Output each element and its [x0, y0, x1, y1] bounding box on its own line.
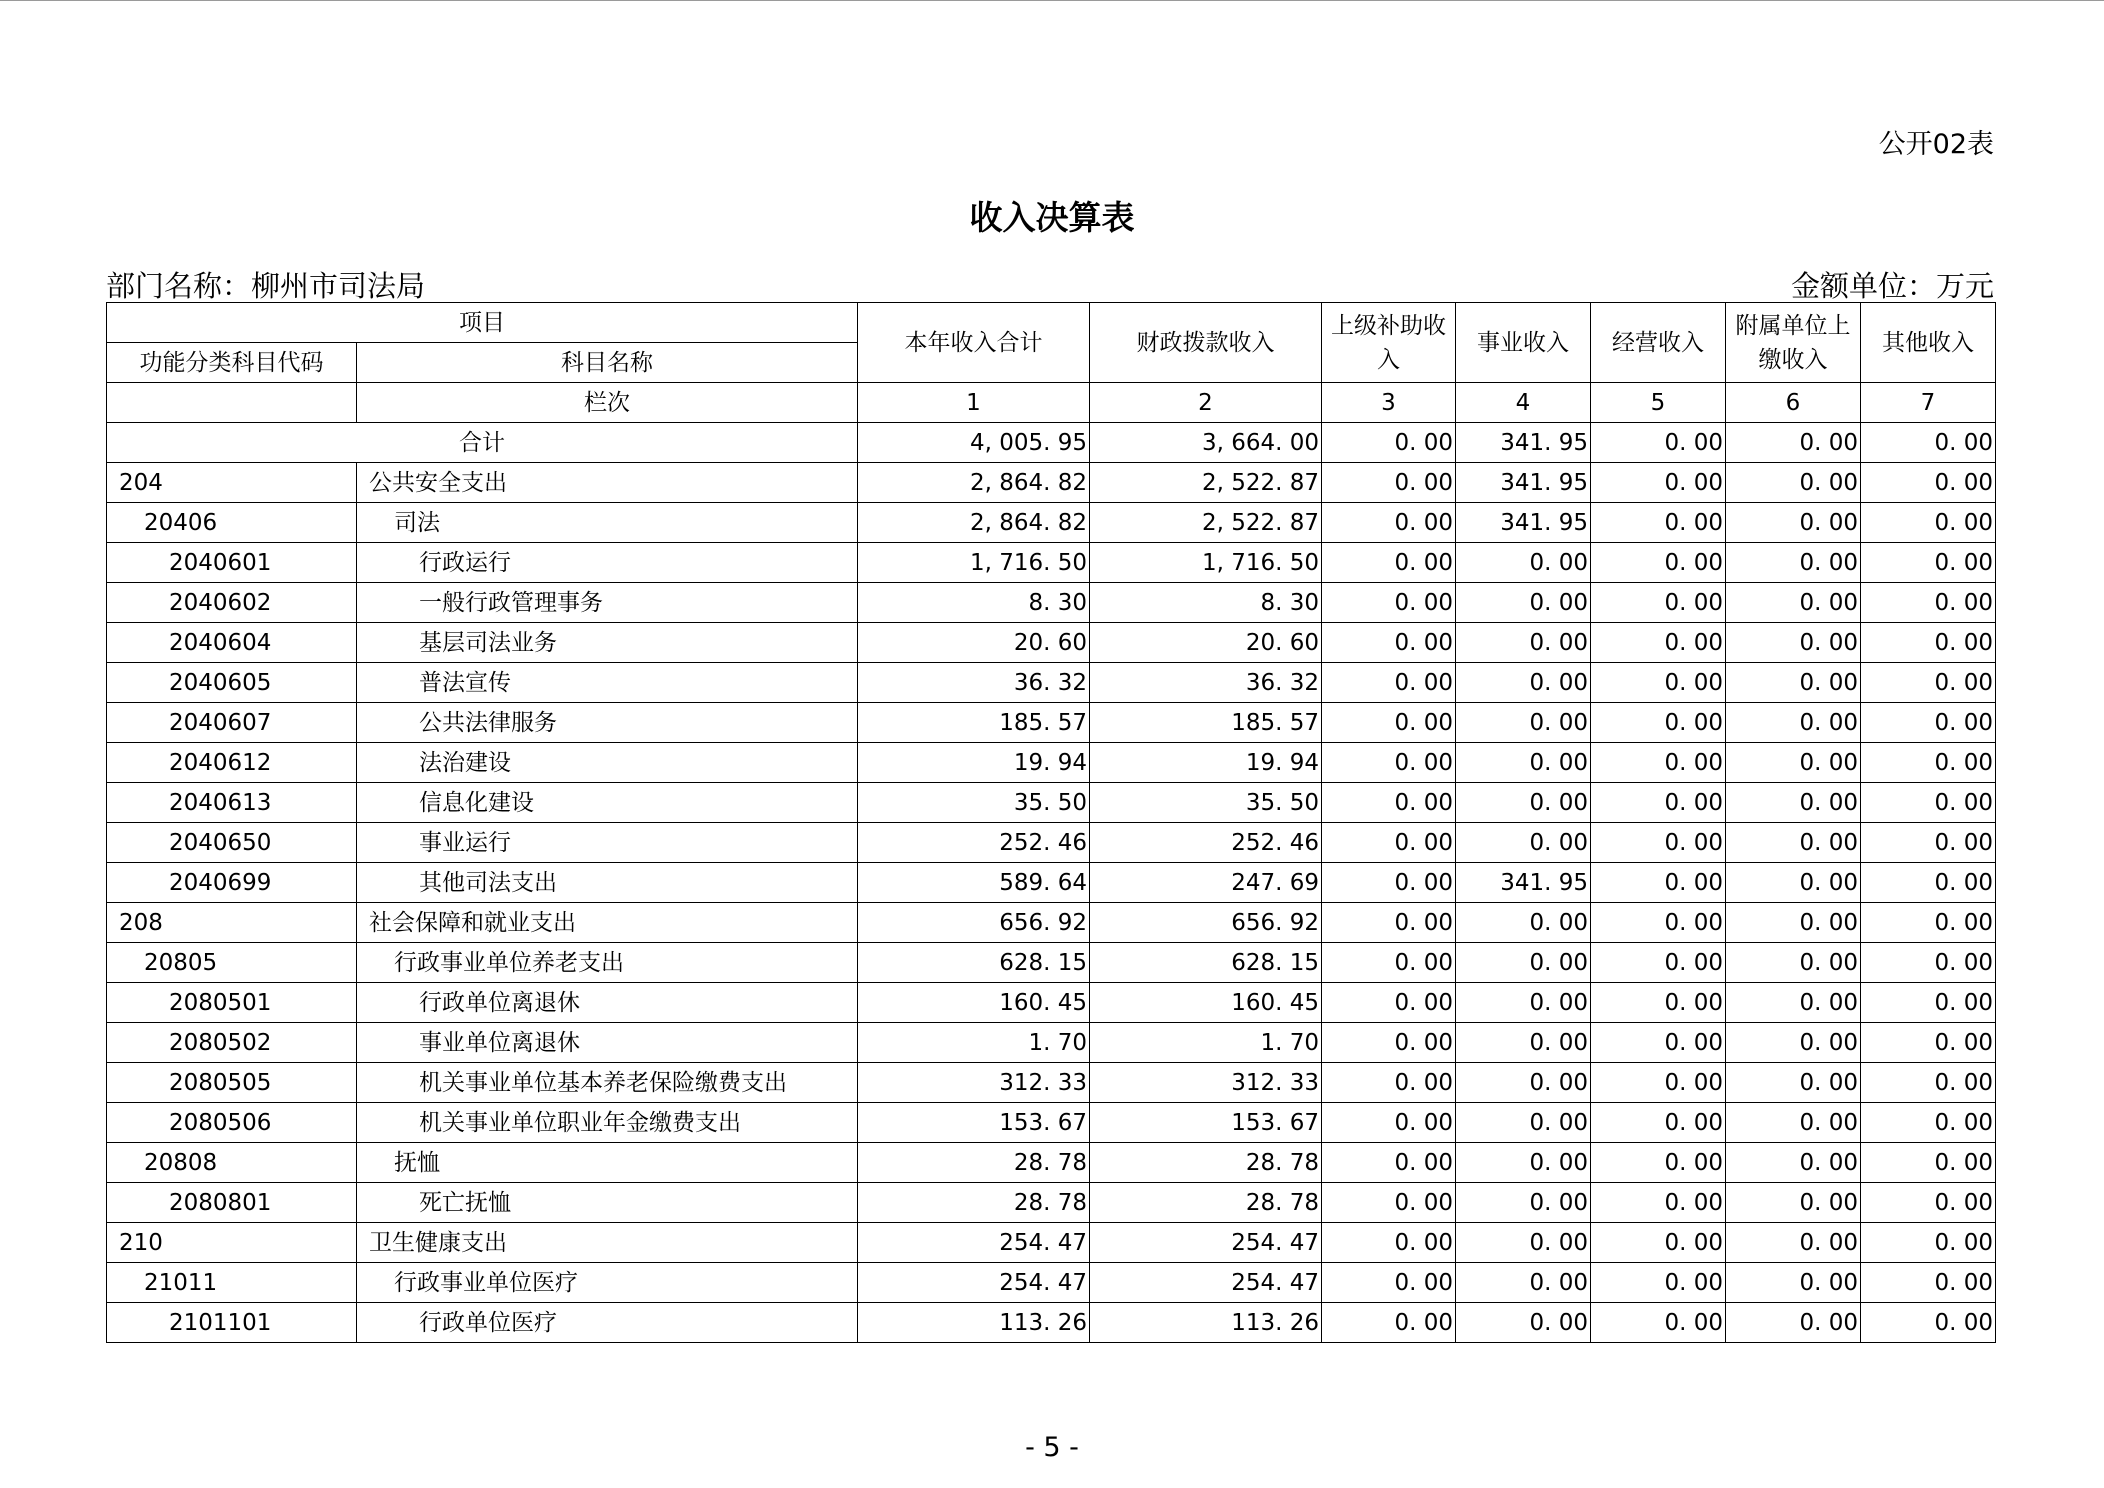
subject-code: 2080502	[107, 1023, 357, 1063]
table-row	[107, 663, 1996, 703]
amount-cell: 341. 95	[1456, 863, 1591, 903]
table-row	[107, 463, 1996, 503]
subject-name: 行政运行	[357, 543, 858, 583]
amount-cell: 0. 00	[1591, 1143, 1726, 1183]
amount-cell: 0. 00	[1456, 1063, 1591, 1103]
subject-code: 2040602	[107, 583, 357, 623]
amount-cell: 0. 00	[1861, 823, 1996, 863]
amount-cell: 254. 47	[858, 1223, 1090, 1263]
amount-cell: 35. 50	[1090, 783, 1322, 823]
table-row	[107, 783, 1996, 823]
amount-cell: 153. 67	[1090, 1103, 1322, 1143]
amount-cell: 0. 00	[1861, 1143, 1996, 1183]
subject-name: 事业运行	[357, 823, 858, 863]
amount-cell: 0. 00	[1322, 943, 1456, 983]
amount-cell: 0. 00	[1456, 743, 1591, 783]
amount-cell: 36. 32	[1090, 663, 1322, 703]
header-item: 项目	[107, 303, 858, 343]
amount-cell: 628. 15	[858, 943, 1090, 983]
amount-cell: 36. 32	[858, 663, 1090, 703]
subject-name: 死亡抚恤	[357, 1183, 858, 1223]
subject-code: 2101101	[107, 1303, 357, 1343]
subject-name: 信息化建设	[357, 783, 858, 823]
amount-cell: 341. 95	[1456, 503, 1591, 543]
amount-cell: 656. 92	[1090, 903, 1322, 943]
amount-cell: 0. 00	[1322, 903, 1456, 943]
amount-cell: 153. 67	[858, 1103, 1090, 1143]
amount-cell: 656. 92	[858, 903, 1090, 943]
subject-name: 其他司法支出	[357, 863, 858, 903]
subject-name: 法治建设	[357, 743, 858, 783]
amount-cell: 0. 00	[1591, 943, 1726, 983]
amount-cell: 0. 00	[1861, 583, 1996, 623]
amount-cell: 2, 522. 87	[1090, 463, 1322, 503]
amount-cell: 0. 00	[1591, 543, 1726, 583]
amount-cell: 0. 00	[1456, 583, 1591, 623]
subject-code: 204	[107, 463, 357, 503]
amount-cell: 0. 00	[1322, 863, 1456, 903]
amount-cell: 0. 00	[1322, 1103, 1456, 1143]
amount-cell: 0. 00	[1322, 663, 1456, 703]
amount-cell: 0. 00	[1726, 1303, 1861, 1343]
table-row	[107, 1183, 1996, 1223]
table-row	[107, 1103, 1996, 1143]
header-code: 功能分类科目代码	[107, 343, 357, 383]
amount-cell: 0. 00	[1726, 863, 1861, 903]
amount-cell: 0. 00	[1726, 943, 1861, 983]
amount-cell: 0. 00	[1726, 903, 1861, 943]
table-row	[107, 1023, 1996, 1063]
amount-cell: 0. 00	[1456, 903, 1591, 943]
col-num: 4	[1456, 383, 1591, 423]
amount-cell: 0. 00	[1726, 703, 1861, 743]
amount-cell: 19. 94	[858, 743, 1090, 783]
amount-cell: 0. 00	[1861, 743, 1996, 783]
amount-cell: 1, 716. 50	[858, 543, 1090, 583]
subject-code: 2040650	[107, 823, 357, 863]
amount-cell: 0. 00	[1861, 1183, 1996, 1223]
amount-cell: 185. 57	[1090, 703, 1322, 743]
col-num: 2	[1090, 383, 1322, 423]
amount-cell: 312. 33	[1090, 1063, 1322, 1103]
amount-cell: 628. 15	[1090, 943, 1322, 983]
amount-cell: 113. 26	[858, 1303, 1090, 1343]
amount-cell: 0. 00	[1726, 503, 1861, 543]
total-value: 0. 00	[1726, 423, 1861, 463]
amount-cell: 0. 00	[1726, 1143, 1861, 1183]
subject-code: 2080505	[107, 1063, 357, 1103]
subject-code: 210	[107, 1223, 357, 1263]
subject-code: 20808	[107, 1143, 357, 1183]
header-name: 科目名称	[357, 343, 858, 383]
subject-name: 公共安全支出	[357, 463, 858, 503]
amount-cell: 589. 64	[858, 863, 1090, 903]
table-row	[107, 543, 1996, 583]
amount-cell: 312. 33	[858, 1063, 1090, 1103]
header-other-income: 其他收入	[1861, 303, 1996, 383]
amount-cell: 0. 00	[1591, 463, 1726, 503]
amount-cell: 0. 00	[1456, 703, 1591, 743]
subject-name: 事业单位离退休	[357, 1023, 858, 1063]
amount-cell: 0. 00	[1861, 1103, 1996, 1143]
col-num: 7	[1861, 383, 1996, 423]
amount-cell: 0. 00	[1456, 943, 1591, 983]
amount-cell: 0. 00	[1456, 1103, 1591, 1143]
total-value: 4, 005. 95	[858, 423, 1090, 463]
amount-cell: 0. 00	[1456, 623, 1591, 663]
amount-cell: 0. 00	[1726, 1263, 1861, 1303]
amount-cell: 0. 00	[1861, 1303, 1996, 1343]
amount-cell: 0. 00	[1456, 1223, 1591, 1263]
amount-cell: 0. 00	[1322, 703, 1456, 743]
table-row	[107, 703, 1996, 743]
subject-code: 20805	[107, 943, 357, 983]
amount-cell: 0. 00	[1726, 983, 1861, 1023]
subject-name: 机关事业单位职业年金缴费支出	[357, 1103, 858, 1143]
amount-cell: 0. 00	[1726, 543, 1861, 583]
col-num: 6	[1726, 383, 1861, 423]
subject-code: 2080801	[107, 1183, 357, 1223]
amount-cell: 254. 47	[1090, 1263, 1322, 1303]
subject-name: 司法	[357, 503, 858, 543]
subject-code: 2040605	[107, 663, 357, 703]
subject-code: 2040699	[107, 863, 357, 903]
amount-cell: 0. 00	[1861, 863, 1996, 903]
amount-cell: 0. 00	[1861, 1263, 1996, 1303]
amount-cell: 0. 00	[1591, 1183, 1726, 1223]
amount-cell: 0. 00	[1861, 1023, 1996, 1063]
amount-cell: 0. 00	[1726, 783, 1861, 823]
amount-cell: 0. 00	[1861, 783, 1996, 823]
subject-code: 20406	[107, 503, 357, 543]
subject-name: 普法宣传	[357, 663, 858, 703]
amount-cell: 254. 47	[1090, 1223, 1322, 1263]
amount-cell: 0. 00	[1726, 583, 1861, 623]
col-num: 3	[1322, 383, 1456, 423]
amount-cell: 247. 69	[1090, 863, 1322, 903]
amount-cell: 0. 00	[1591, 1023, 1726, 1063]
column-seq-label: 栏次	[357, 383, 858, 423]
subject-name: 一般行政管理事务	[357, 583, 858, 623]
amount-cell: 2, 864. 82	[858, 503, 1090, 543]
total-value: 0. 00	[1861, 423, 1996, 463]
amount-cell: 28. 78	[1090, 1183, 1322, 1223]
amount-cell: 0. 00	[1591, 823, 1726, 863]
subject-code: 2040607	[107, 703, 357, 743]
amount-cell: 0. 00	[1322, 1263, 1456, 1303]
table-row	[107, 583, 1996, 623]
amount-cell: 20. 60	[1090, 623, 1322, 663]
amount-cell: 0. 00	[1726, 823, 1861, 863]
table-row	[107, 1143, 1996, 1183]
amount-cell: 0. 00	[1861, 463, 1996, 503]
amount-unit-label: 金额单位：万元	[1790, 269, 1994, 303]
amount-cell: 0. 00	[1322, 983, 1456, 1023]
table-row	[107, 983, 1996, 1023]
income-statement-table	[106, 302, 1996, 1343]
amount-cell: 0. 00	[1456, 983, 1591, 1023]
subject-name: 行政事业单位养老支出	[357, 943, 858, 983]
amount-cell: 160. 45	[1090, 983, 1322, 1023]
amount-cell: 0. 00	[1591, 1303, 1726, 1343]
table-row	[107, 743, 1996, 783]
amount-cell: 254. 47	[858, 1263, 1090, 1303]
amount-cell: 0. 00	[1456, 1263, 1591, 1303]
table-row	[107, 863, 1996, 903]
amount-cell: 0. 00	[1322, 783, 1456, 823]
amount-cell: 0. 00	[1322, 743, 1456, 783]
table-row	[107, 623, 1996, 663]
amount-cell: 0. 00	[1591, 503, 1726, 543]
subject-code: 2040613	[107, 783, 357, 823]
total-value: 3, 664. 00	[1090, 423, 1322, 463]
amount-cell: 0. 00	[1591, 743, 1726, 783]
column-seq-blank	[107, 383, 357, 423]
table-row	[107, 903, 1996, 943]
amount-cell: 0. 00	[1456, 663, 1591, 703]
amount-cell: 0. 00	[1456, 1143, 1591, 1183]
subject-code: 2040612	[107, 743, 357, 783]
amount-cell: 0. 00	[1591, 703, 1726, 743]
page-title: 收入决算表	[969, 198, 1135, 237]
amount-cell: 0. 00	[1591, 623, 1726, 663]
header-row-1	[107, 303, 1996, 343]
total-value: 0. 00	[1322, 423, 1456, 463]
amount-cell: 0. 00	[1861, 543, 1996, 583]
amount-cell: 0. 00	[1456, 823, 1591, 863]
amount-cell: 0. 00	[1591, 1063, 1726, 1103]
header-total-income: 本年收入合计	[858, 303, 1090, 383]
amount-cell: 0. 00	[1591, 1103, 1726, 1143]
amount-cell: 0. 00	[1726, 663, 1861, 703]
subject-name: 公共法律服务	[357, 703, 858, 743]
amount-cell: 19. 94	[1090, 743, 1322, 783]
amount-cell: 0. 00	[1726, 1183, 1861, 1223]
amount-cell: 1, 716. 50	[1090, 543, 1322, 583]
amount-cell: 0. 00	[1726, 743, 1861, 783]
header-affiliated-income: 附属单位上缴收入	[1726, 303, 1861, 383]
amount-cell: 0. 00	[1591, 583, 1726, 623]
table-row	[107, 1063, 1996, 1103]
column-seq-row	[107, 383, 1996, 423]
amount-cell: 0. 00	[1322, 463, 1456, 503]
subject-code: 2040604	[107, 623, 357, 663]
amount-cell: 0. 00	[1726, 1103, 1861, 1143]
amount-cell: 0. 00	[1726, 463, 1861, 503]
amount-cell: 252. 46	[858, 823, 1090, 863]
amount-cell: 0. 00	[1322, 1023, 1456, 1063]
amount-cell: 0. 00	[1861, 703, 1996, 743]
total-value: 341. 95	[1456, 423, 1591, 463]
subject-code: 2040601	[107, 543, 357, 583]
total-value: 0. 00	[1591, 423, 1726, 463]
amount-cell: 0. 00	[1861, 983, 1996, 1023]
subject-name: 机关事业单位基本养老保险缴费支出	[357, 1063, 858, 1103]
amount-cell: 20. 60	[858, 623, 1090, 663]
amount-cell: 0. 00	[1591, 1263, 1726, 1303]
table-row	[107, 1223, 1996, 1263]
form-code: 公开02表	[1878, 129, 1994, 160]
amount-cell: 0. 00	[1861, 663, 1996, 703]
table-row	[107, 943, 1996, 983]
amount-cell: 2, 864. 82	[858, 463, 1090, 503]
amount-cell: 0. 00	[1456, 1303, 1591, 1343]
amount-cell: 0. 00	[1591, 863, 1726, 903]
amount-cell: 8. 30	[1090, 583, 1322, 623]
amount-cell: 0. 00	[1861, 903, 1996, 943]
amount-cell: 0. 00	[1322, 1303, 1456, 1343]
amount-cell: 28. 78	[858, 1143, 1090, 1183]
amount-cell: 0. 00	[1861, 1063, 1996, 1103]
amount-cell: 0. 00	[1861, 1223, 1996, 1263]
col-num: 1	[858, 383, 1090, 423]
subject-name: 行政事业单位医疗	[357, 1263, 858, 1303]
table-row	[107, 1263, 1996, 1303]
amount-cell: 1. 70	[1090, 1023, 1322, 1063]
table-row	[107, 1303, 1996, 1343]
subject-name: 卫生健康支出	[357, 1223, 858, 1263]
subject-name: 社会保障和就业支出	[357, 903, 858, 943]
amount-cell: 0. 00	[1456, 543, 1591, 583]
amount-cell: 0. 00	[1322, 1143, 1456, 1183]
amount-cell: 0. 00	[1591, 1223, 1726, 1263]
amount-cell: 0. 00	[1322, 1063, 1456, 1103]
amount-cell: 35. 50	[858, 783, 1090, 823]
total-row	[107, 423, 1996, 463]
amount-cell: 252. 46	[1090, 823, 1322, 863]
amount-cell: 0. 00	[1322, 583, 1456, 623]
amount-cell: 160. 45	[858, 983, 1090, 1023]
amount-cell: 0. 00	[1322, 1223, 1456, 1263]
amount-cell: 341. 95	[1456, 463, 1591, 503]
subject-name: 基层司法业务	[357, 623, 858, 663]
amount-cell: 113. 26	[1090, 1303, 1322, 1343]
amount-cell: 0. 00	[1726, 623, 1861, 663]
amount-cell: 0. 00	[1322, 623, 1456, 663]
page-number: - 5 -	[1025, 1432, 1079, 1463]
amount-cell: 0. 00	[1861, 943, 1996, 983]
department-label: 部门名称：柳州市司法局	[106, 269, 426, 303]
amount-cell: 0. 00	[1726, 1063, 1861, 1103]
amount-cell: 0. 00	[1322, 1183, 1456, 1223]
table-row	[107, 503, 1996, 543]
amount-cell: 185. 57	[858, 703, 1090, 743]
subject-code: 21011	[107, 1263, 357, 1303]
subject-name: 行政单位医疗	[357, 1303, 858, 1343]
header-superior-subsidy: 上级补助收入	[1322, 303, 1456, 383]
amount-cell: 8. 30	[858, 583, 1090, 623]
subject-code: 2080501	[107, 983, 357, 1023]
subject-name: 抚恤	[357, 1143, 858, 1183]
amount-cell: 0. 00	[1591, 903, 1726, 943]
amount-cell: 0. 00	[1726, 1223, 1861, 1263]
amount-cell: 0. 00	[1456, 1023, 1591, 1063]
amount-cell: 0. 00	[1322, 543, 1456, 583]
subject-name: 行政单位离退休	[357, 983, 858, 1023]
header-business-income: 事业收入	[1456, 303, 1591, 383]
amount-cell: 2, 522. 87	[1090, 503, 1322, 543]
amount-cell: 0. 00	[1591, 783, 1726, 823]
table-row	[107, 823, 1996, 863]
amount-cell: 28. 78	[858, 1183, 1090, 1223]
amount-cell: 0. 00	[1726, 1023, 1861, 1063]
amount-cell: 0. 00	[1591, 663, 1726, 703]
amount-cell: 1. 70	[858, 1023, 1090, 1063]
header-fiscal-income: 财政拨款收入	[1090, 303, 1322, 383]
amount-cell: 0. 00	[1861, 623, 1996, 663]
header-operating-income: 经营收入	[1591, 303, 1726, 383]
top-border-line	[0, 0, 2104, 1]
amount-cell: 0. 00	[1322, 823, 1456, 863]
col-num: 5	[1591, 383, 1726, 423]
amount-cell: 28. 78	[1090, 1143, 1322, 1183]
amount-cell: 0. 00	[1861, 503, 1996, 543]
amount-cell: 0. 00	[1456, 783, 1591, 823]
amount-cell: 0. 00	[1322, 503, 1456, 543]
subject-code: 2080506	[107, 1103, 357, 1143]
amount-cell: 0. 00	[1456, 1183, 1591, 1223]
subject-code: 208	[107, 903, 357, 943]
total-label: 合计	[107, 423, 858, 463]
amount-cell: 0. 00	[1591, 983, 1726, 1023]
